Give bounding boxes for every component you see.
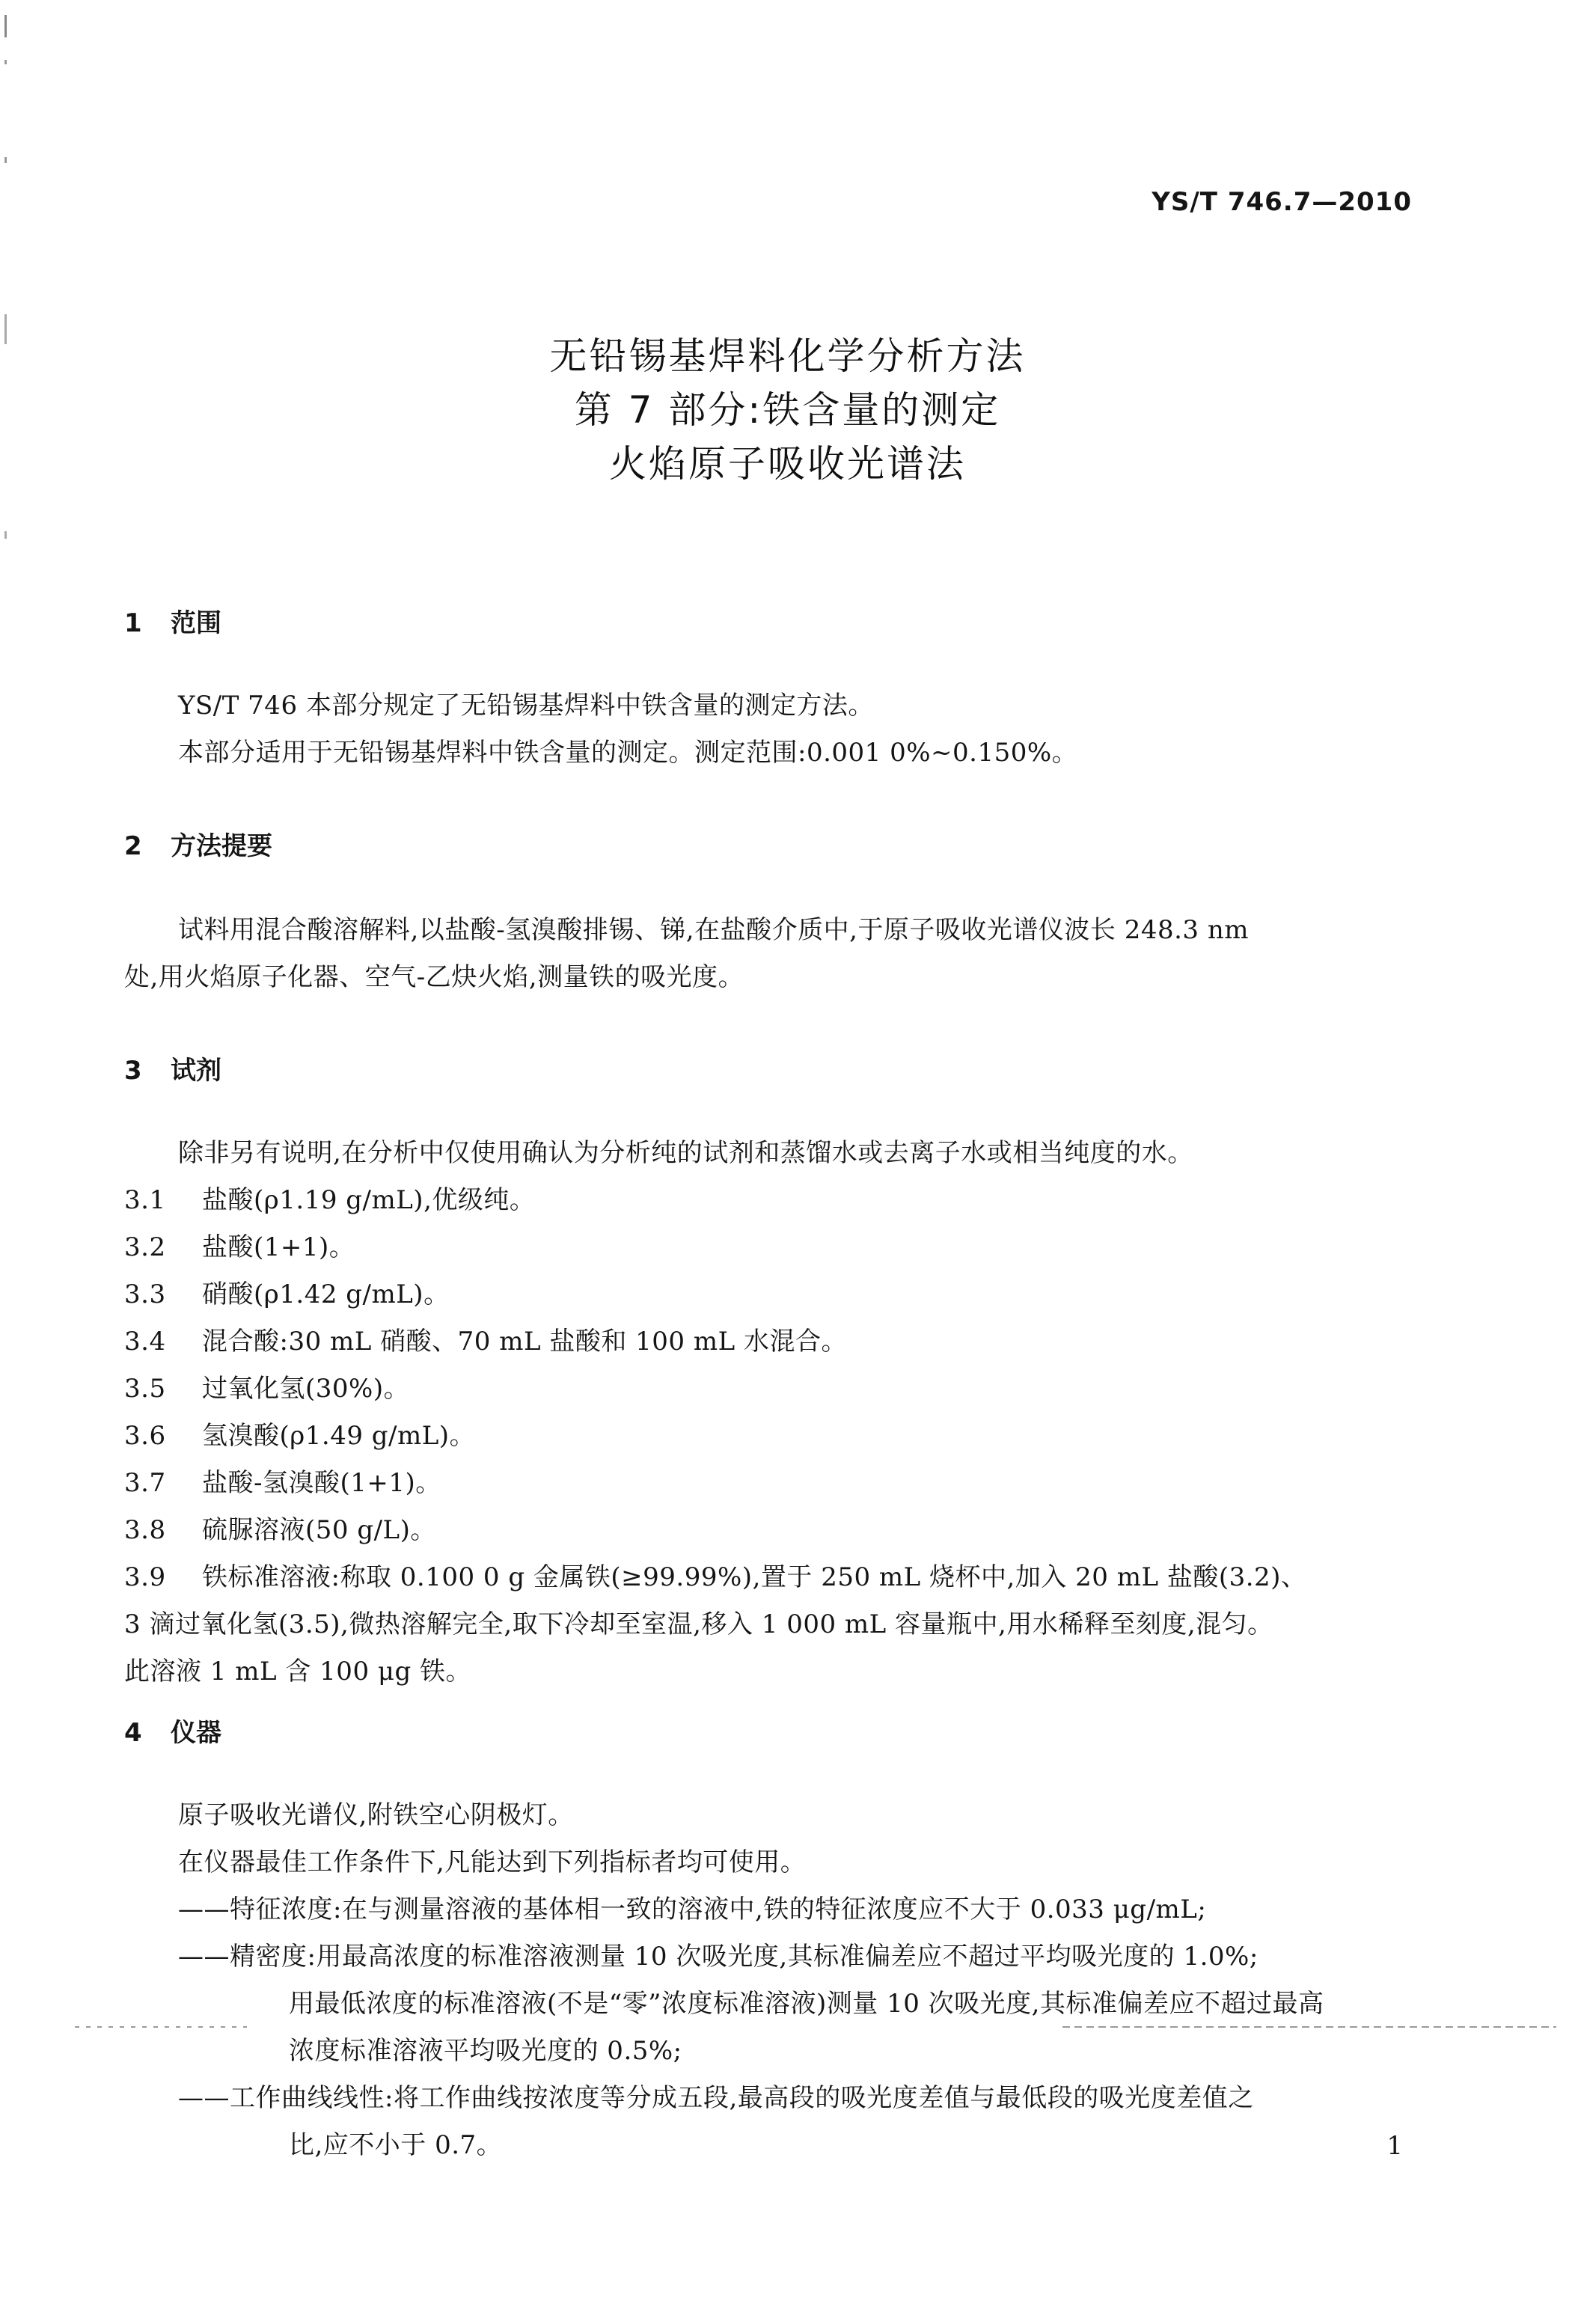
item-number: 3.4 [124,1327,166,1357]
section-4-heading [124,1712,221,1749]
title-line-1: 无铅锡基焊料化学分析方法 [549,334,1026,378]
paragraph: 3 滴过氧化氢(3.5),微热溶解完全,取下冷却至室温,移入 1 000 mL 容量瓶中,用水稀释至刻度,混匀。 [124,1609,1273,1639]
list-item [124,1507,1426,1554]
list-item [124,1460,1426,1507]
criteria-continuation: 用最低浓度的标准溶液(不是“零”浓度标准溶液)测量 10 次吸光度,其标准偏差应不超过最高 [289,1989,1324,2019]
section-title: 方法提要 [171,831,272,861]
paragraph: 除非另有说明,在分析中仅使用确认为分析纯的试剂和蒸馏水或去离子水或相当纯度的水。 [178,1138,1193,1168]
section-title: 试剂 [171,1056,221,1086]
item-number: 3.6 [124,1421,166,1451]
document-title [0,329,1575,491]
criteria-text: ——特征浓度:在与测量溶液的基体相一致的溶液中,铁的特征浓度应不大于 0.033 μg/mL; [178,1895,1207,1924]
section-title: 范围 [171,608,221,638]
item-number: 3.5 [124,1374,166,1404]
list-item [124,1366,1426,1413]
item-text: 硫脲溶液(50 g/L)。 [202,1515,436,1545]
section-number: 3 [124,1056,142,1086]
item-text: 盐酸(1+1)。 [202,1232,355,1262]
title-line-3: 火焰原子吸收光谱法 [609,442,966,486]
list-item [124,1177,1426,1224]
item-number: 3.7 [124,1468,166,1498]
item-number: 3.1 [124,1185,166,1215]
section-title: 仪器 [171,1718,221,1748]
list-item [124,1271,1426,1318]
paragraph: 本部分适用于无铅锡基焊料中铁含量的测定。测定范围:0.001 0%~0.150%。 [178,738,1078,768]
page-number: 1 [1386,2131,1403,2161]
item-text: 过氧化氢(30%)。 [202,1374,410,1404]
item-text: 盐酸-氢溴酸(1+1)。 [202,1468,441,1498]
paragraph: 处,用火焰原子化器、空气-乙炔火焰,测量铁的吸光度。 [124,962,744,992]
title-line-2: 第 7 部分:铁含量的测定 [574,388,1001,432]
section-4-body [124,1792,1426,2169]
section-3-body [124,1130,1426,1695]
criteria-item [124,2075,1426,2169]
section-number: 4 [124,1718,142,1748]
list-item [124,1224,1426,1271]
paragraph: 试料用混合酸溶解料,以盐酸-氢溴酸排锡、锑,在盐酸介质中,于原子吸收光谱仪波长 248.3 nm [178,915,1249,945]
item-number: 3.3 [124,1279,166,1309]
section-1-heading [124,602,221,639]
section-2-heading [124,825,272,862]
scan-noise-left [75,2024,247,2030]
section-1-body [124,682,1426,777]
section-number: 2 [124,831,142,861]
paragraph: 此溶液 1 mL 含 100 μg 铁。 [124,1657,472,1687]
standard-code: YS/T 746.7—2010 [1152,187,1412,217]
scan-noise-right [1062,2024,1556,2030]
criteria-text: ——工作曲线线性:将工作曲线按浓度等分成五段,最高段的吸光度差值与最低段的吸光度差值之 [178,2083,1254,2113]
criteria-item [124,1886,1426,1933]
item-text: 氢溴酸(ρ1.49 g/mL)。 [202,1421,476,1451]
item-text: 盐酸(ρ1.19 g/mL),优级纯。 [202,1185,536,1215]
paragraph: 在仪器最佳工作条件下,凡能达到下列指标者均可使用。 [178,1847,807,1877]
item-text: 硝酸(ρ1.42 g/mL)。 [202,1279,450,1309]
item-number: 3.8 [124,1515,166,1545]
list-item [124,1413,1426,1460]
item-number: 3.9 [124,1562,166,1592]
section-number: 1 [124,608,142,638]
criteria-continuation: 浓度标准溶液平均吸光度的 0.5%; [289,2036,682,2066]
paragraph: YS/T 746 本部分规定了无铅锡基焊料中铁含量的测定方法。 [178,691,874,721]
criteria-text: ——精密度:用最高浓度的标准溶液测量 10 次吸光度,其标准偏差应不超过平均吸光度的 1.0%; [178,1942,1259,1972]
criteria-item [124,1933,1426,2075]
criteria-continuation: 比,应不小于 0.7。 [289,2130,503,2160]
paragraph: 原子吸收光谱仪,附铁空心阴极灯。 [178,1800,574,1830]
list-item [124,1554,1426,1601]
section-2-body [124,907,1426,1001]
item-text: 铁标准溶液:称取 0.100 0 g 金属铁(≥99.99%),置于 250 mL 烧杯中,加入 20 mL 盐酸(3.2)、 [202,1562,1307,1592]
list-item [124,1318,1426,1366]
item-text: 混合酸:30 mL 硝酸、70 mL 盐酸和 100 mL 水混合。 [202,1327,847,1357]
item-number: 3.2 [124,1232,166,1262]
section-3-heading [124,1050,221,1086]
